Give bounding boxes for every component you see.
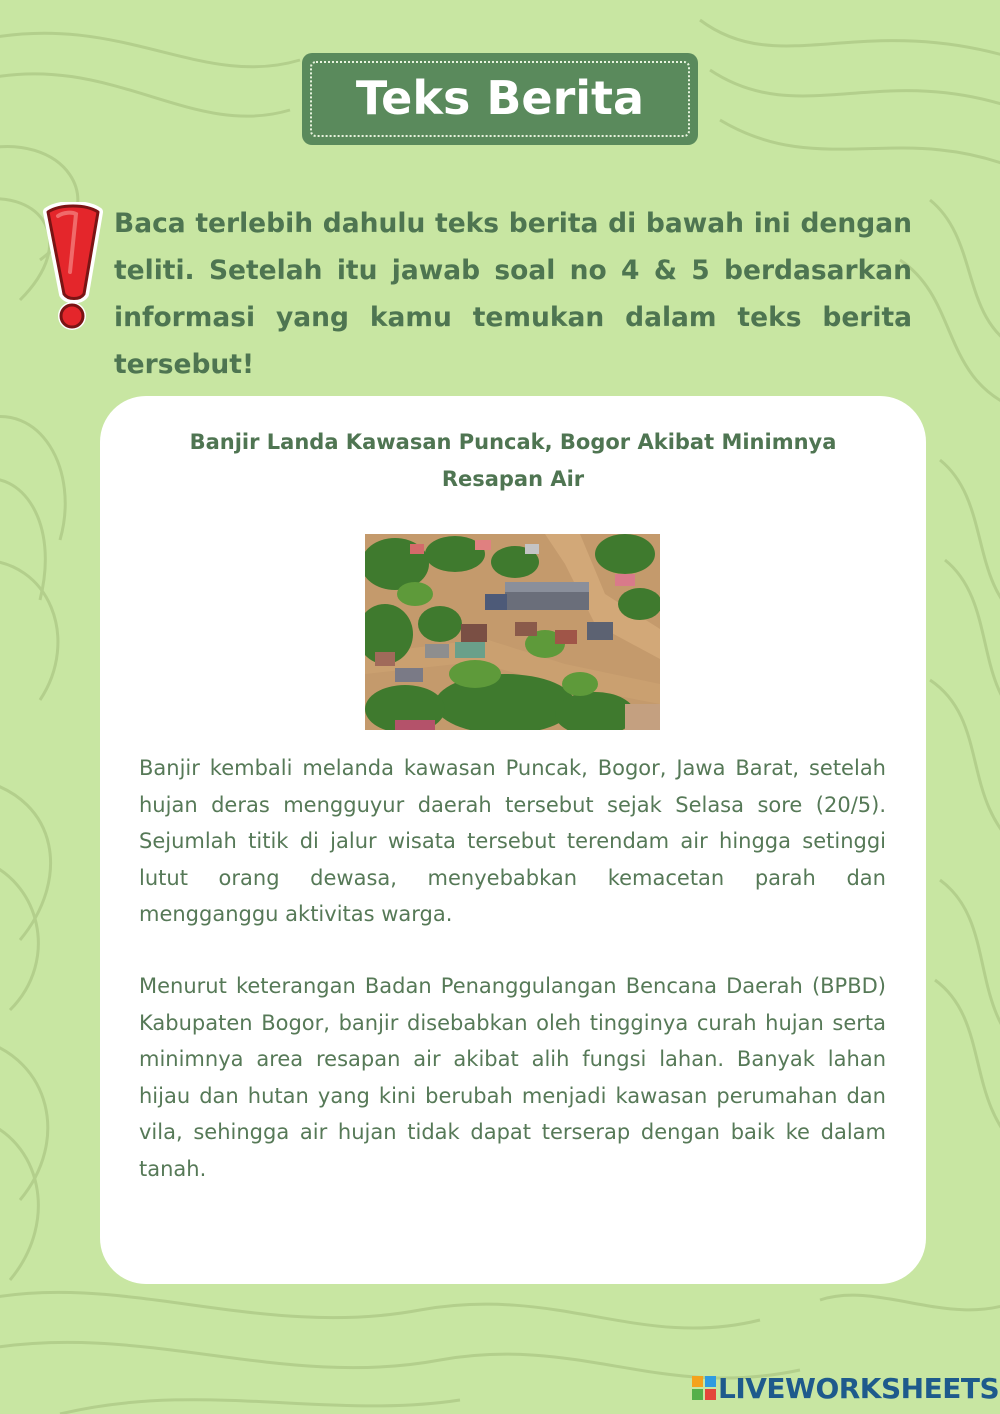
exclamation-icon bbox=[40, 202, 104, 334]
instruction-text: Baca terlebih dahulu teks berita di bawah ini dengan teliti. Setelah itu jawab soal no 4 & 5 berdasarkan informasi yang kamu temukan dalam teks berita tersebut! bbox=[114, 208, 912, 380]
page-title: Teks Berita bbox=[355, 71, 645, 125]
article-paragraph: Menurut keterangan Badan Penanggulangan Bencana Daerah (BPBD) Kabupaten Bogor, banjir disebabkan oleh tingginya curah hujan serta minimnya area resapan air akibat alih fungsi lahan. Banyak lahan hijau dan hutan yang kini berubah menjadi kawasan perumahan dan vila, sehingga air hujan tidak dapat terserap dengan baik ke dalam tanah. bbox=[139, 974, 886, 1181]
liveworksheets-logo-icon bbox=[692, 1376, 716, 1400]
title-banner bbox=[302, 53, 698, 145]
article-headline: Banjir Landa Kawasan Puncak, Bogor Akibat Minimnya Resapan Air bbox=[189, 430, 837, 491]
article-paragraph: Banjir kembali melanda kawasan Puncak, Bogor, Jawa Barat, setelah hujan deras mengguyur daerah tersebut sejak Selasa sore (20/5). Sejumlah titik di jalur wisata tersebut terendam air hingga setinggi lutut orang dewasa, menyebabkan kemacetan parah dan mengganggu aktivitas warga. bbox=[139, 756, 886, 927]
liveworksheets-logo-text: LIVEWORKSHEETS bbox=[718, 1372, 1000, 1405]
aerial-flood-photo bbox=[365, 534, 660, 730]
